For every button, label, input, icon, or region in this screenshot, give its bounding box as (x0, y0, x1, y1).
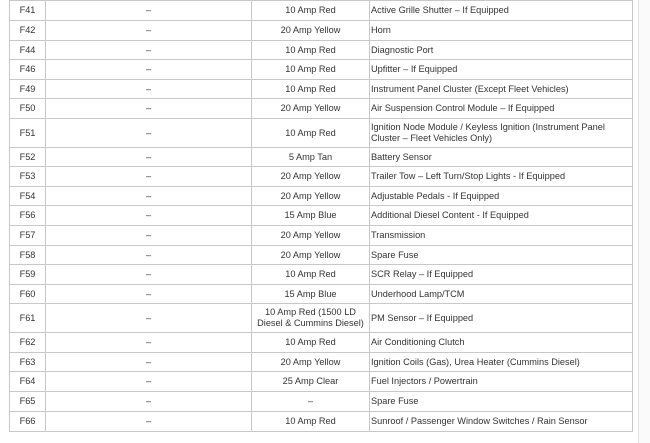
fuse-rating-cell: 10 Amp Red (252, 41, 370, 60)
fuse-code-cell: F59 (10, 265, 46, 285)
fuse-description-cell: Instrument Panel Cluster (Except Fleet Vehicles) (370, 80, 633, 99)
fuse-code-cell: F56 (10, 206, 46, 226)
fuse-description-cell: Underhood Lamp/TCM (370, 285, 633, 304)
fuse-blank-cell: – (46, 167, 252, 187)
fuse-blank-cell: – (46, 187, 252, 206)
table-row (10, 148, 633, 167)
fuse-blank-cell: – (46, 372, 252, 392)
table-row (10, 392, 633, 412)
fuse-blank-cell: – (46, 353, 252, 372)
table-row (10, 304, 633, 333)
fuse-code-cell: F58 (10, 246, 46, 265)
fuse-rating-cell: 5 Amp Tan (252, 148, 370, 167)
fuse-code-cell: F53 (10, 167, 46, 187)
fuse-blank-cell: – (46, 226, 252, 246)
table-row (10, 246, 633, 265)
fuse-code-cell: F62 (10, 333, 46, 353)
fuse-code-cell: F64 (10, 372, 46, 392)
fuse-description-cell: Air Conditioning Clutch (370, 333, 633, 353)
fuse-blank-cell: – (46, 265, 252, 285)
fuse-rating-cell: 20 Amp Yellow (252, 187, 370, 206)
table-row (10, 167, 633, 187)
table-row (10, 60, 633, 80)
fuse-blank-cell: – (46, 99, 252, 119)
fuse-code-cell: F66 (10, 412, 46, 432)
fuse-rating-cell: 20 Amp Yellow (252, 226, 370, 246)
fuse-description-cell: Trailer Tow – Left Turn/Stop Lights - If Equipped (370, 167, 633, 187)
fuse-blank-cell: – (46, 21, 252, 41)
fuse-code-cell: F41 (10, 1, 46, 21)
table-row (10, 265, 633, 285)
fuse-description-cell: SCR Relay – If Equipped (370, 265, 633, 285)
fuse-rating-cell: 10 Amp Red (252, 333, 370, 353)
fuse-rating-cell: 10 Amp Red (252, 80, 370, 99)
fuse-description-cell: Transmission (370, 226, 633, 246)
table-row (10, 353, 633, 372)
fuse-rating-cell: 20 Amp Yellow (252, 21, 370, 41)
fuse-code-cell: F50 (10, 99, 46, 119)
fuse-rating-cell: 10 Amp Red (252, 1, 370, 21)
table-row (10, 333, 633, 353)
fuse-rating-cell: 25 Amp Clear (252, 372, 370, 392)
table-row (10, 1, 633, 21)
fuse-description-cell: Adjustable Pedals - If Equipped (370, 187, 633, 206)
fuse-blank-cell: – (46, 119, 252, 148)
fuse-rating-cell: 20 Amp Yellow (252, 353, 370, 372)
fuse-code-cell: F57 (10, 226, 46, 246)
fuse-rating-cell: 10 Amp Red (1500 LD Diesel & Cummins Diesel) (252, 304, 370, 333)
fuse-code-cell: F44 (10, 41, 46, 60)
fuse-rating-cell: 20 Amp Yellow (252, 99, 370, 119)
fuse-rating-cell: – (252, 392, 370, 412)
fuse-blank-cell: – (46, 148, 252, 167)
fuse-code-cell: F52 (10, 148, 46, 167)
table-row (10, 226, 633, 246)
fuse-description-cell: Diagnostic Port (370, 41, 633, 60)
fuse-description-cell: Ignition Coils (Gas), Urea Heater (Cummins Diesel) (370, 353, 633, 372)
table-row (10, 80, 633, 99)
fuse-description-cell: Additional Diesel Content - If Equipped (370, 206, 633, 226)
fuse-table (9, 0, 633, 432)
fuse-table-body (10, 1, 633, 432)
fuse-blank-cell: – (46, 392, 252, 412)
fuse-rating-cell: 10 Amp Red (252, 119, 370, 148)
fuse-code-cell: F65 (10, 392, 46, 412)
fuse-blank-cell: – (46, 60, 252, 80)
fuse-description-cell: PM Sensor – If Equipped (370, 304, 633, 333)
fuse-blank-cell: – (46, 206, 252, 226)
page-edge (638, 0, 650, 443)
fuse-description-cell: Active Grille Shutter – If Equipped (370, 1, 633, 21)
table-row (10, 206, 633, 226)
fuse-rating-cell: 10 Amp Red (252, 265, 370, 285)
fuse-description-cell: Fuel Injectors / Powertrain (370, 372, 633, 392)
fuse-blank-cell: – (46, 246, 252, 265)
fuse-rating-cell: 10 Amp Red (252, 60, 370, 80)
fuse-description-cell: Sunroof / Passenger Window Switches / Rain Sensor (370, 412, 633, 432)
table-row (10, 187, 633, 206)
fuse-blank-cell: – (46, 41, 252, 60)
table-row (10, 41, 633, 60)
fuse-rating-cell: 20 Amp Yellow (252, 246, 370, 265)
fuse-blank-cell: – (46, 1, 252, 21)
fuse-blank-cell: – (46, 304, 252, 333)
fuse-description-cell: Spare Fuse (370, 392, 633, 412)
table-row (10, 99, 633, 119)
fuse-code-cell: F63 (10, 353, 46, 372)
fuse-code-cell: F46 (10, 60, 46, 80)
fuse-description-cell: Ignition Node Module / Keyless Ignition (Instrument Panel Cluster – Fleet Vehicles Only) (370, 119, 633, 148)
fuse-description-cell: Upfitter – If Equipped (370, 60, 633, 80)
table-row (10, 21, 633, 41)
fuse-code-cell: F51 (10, 119, 46, 148)
fuse-code-cell: F54 (10, 187, 46, 206)
table-row (10, 119, 633, 148)
fuse-blank-cell: – (46, 80, 252, 99)
fuse-code-cell: F49 (10, 80, 46, 99)
fuse-rating-cell: 20 Amp Yellow (252, 167, 370, 187)
fuse-blank-cell: – (46, 285, 252, 304)
fuse-blank-cell: – (46, 412, 252, 432)
fuse-rating-cell: 15 Amp Blue (252, 206, 370, 226)
fuse-code-cell: F42 (10, 21, 46, 41)
fuse-description-cell: Horn (370, 21, 633, 41)
fuse-description-cell: Battery Sensor (370, 148, 633, 167)
fuse-rating-cell: 15 Amp Blue (252, 285, 370, 304)
table-row (10, 412, 633, 432)
fuse-description-cell: Spare Fuse (370, 246, 633, 265)
fuse-code-cell: F61 (10, 304, 46, 333)
table-row (10, 285, 633, 304)
fuse-code-cell: F60 (10, 285, 46, 304)
table-row (10, 372, 633, 392)
fuse-rating-cell: 10 Amp Red (252, 412, 370, 432)
fuse-description-cell: Air Suspension Control Module – If Equipped (370, 99, 633, 119)
fuse-blank-cell: – (46, 333, 252, 353)
